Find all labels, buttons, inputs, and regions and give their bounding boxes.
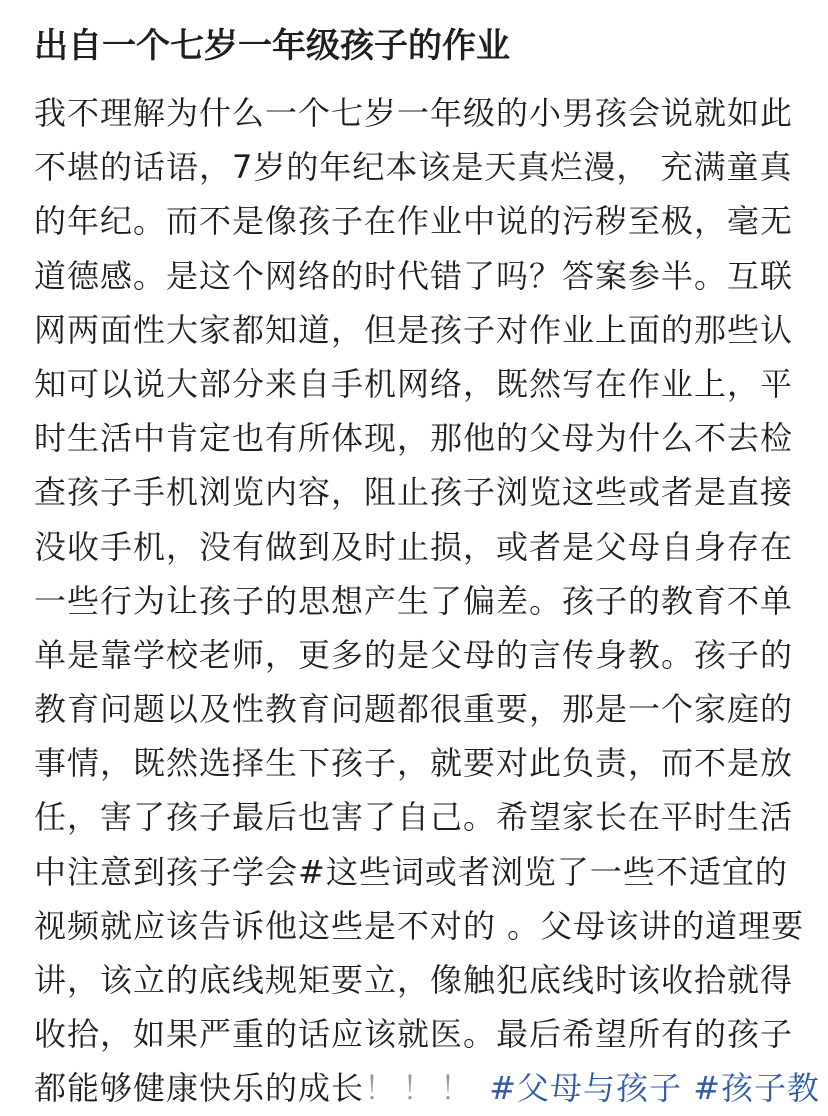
post-line: 我不理解为什么一个七岁一年级的小男孩会说就如此 (34, 94, 794, 132)
post-line: 单是靠学校老师，更多的是父母的言传身教。孩子的 (34, 635, 794, 674)
post-line: 视频就应该告诉他这些是不对的 。父母该讲的道理要 (34, 906, 805, 945)
hashtag-parents-children[interactable]: #父母与孩子 (489, 1069, 683, 1108)
post-title: 出自一个七岁一年级孩子的作业 (34, 26, 510, 66)
post-line: 收拾，如果严重的话应该就医。最后希望所有的孩子 (34, 1015, 794, 1054)
post-line: 没收手机，没有做到及时止损，或者是父母自身存在 (34, 527, 794, 566)
post-line: 道德感。是这个网络的时代错了吗？答案参半。互联 (34, 256, 794, 295)
post-line: 不堪的话语，7岁的年纪本该是天真烂漫， 充满童真 (34, 148, 793, 187)
post-line: 讲，该立的底线规矩要立，像触犯底线时该收拾就得 (34, 961, 794, 999)
post-line: 一些行为让孩子的思想产生了偏差。孩子的教育不单 (34, 581, 794, 620)
post-last-line-text: 都能够健康快乐的成长 (34, 1069, 365, 1108)
post-line: 中注意到孩子学会#这些词或者浏览了一些不适宜的 (34, 852, 788, 891)
post-line: 网两面性大家都知道，但是孩子对作业上面的那些认 (34, 310, 794, 349)
post-line: 知可以说大部分来自手机网络，既然写在作业上，平 (34, 364, 794, 403)
post-line: 事情，既然选择生下孩子，就要对此负责，而不是放 (34, 744, 794, 783)
post-line: 的年纪。而不是像孩子在作业中说的污秽至极，毫无 (34, 202, 794, 241)
post-line: 教育问题以及性教育问题都很重要，那是一个家庭的 (34, 690, 794, 729)
hashtag-child-education[interactable]: #孩子教 (693, 1069, 821, 1108)
post-line: 时生活中肯定也有所体现，那他的父母为什么不去检 (34, 419, 794, 458)
post-last-line (34, 1061, 821, 1115)
post-line: 查孩子手机浏览内容，阻止孩子浏览这些或者是直接 (34, 473, 794, 512)
post-line: 任，害了孩子最后也害了自己。希望家长在平时生活 (34, 798, 794, 837)
post-body (34, 86, 821, 1116)
post-last-line-marks: ！！！ (364, 1069, 479, 1108)
